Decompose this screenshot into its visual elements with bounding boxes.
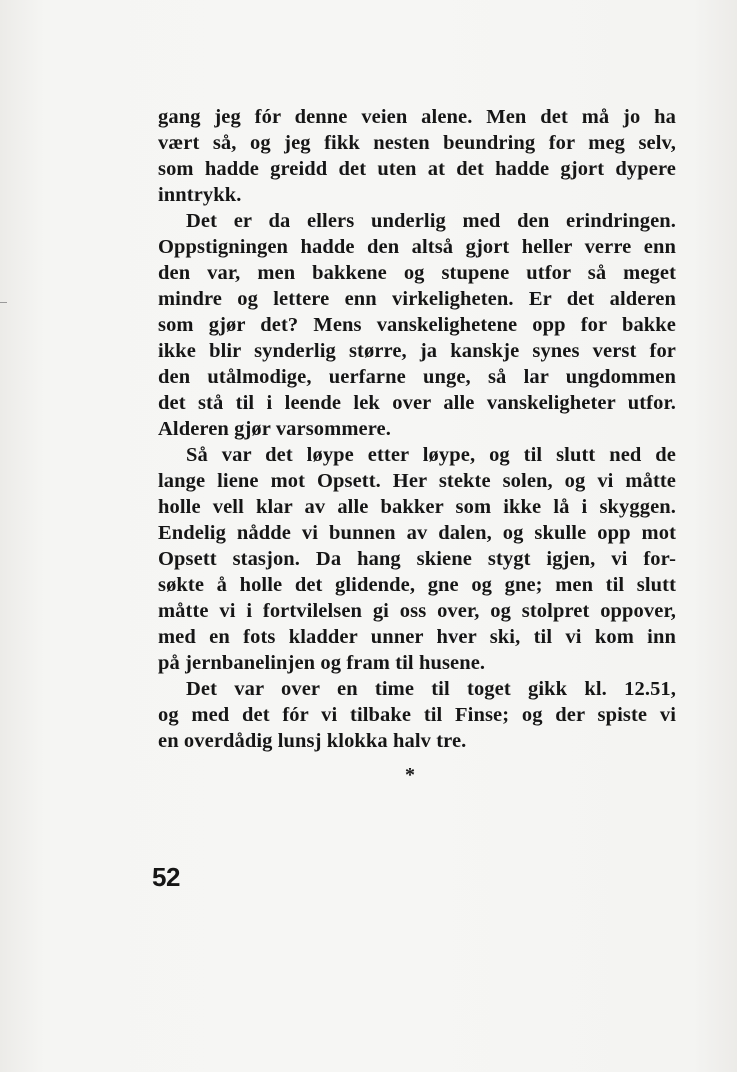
text-line: Det var over en time til toget gikk kl. 12.51, — [186, 678, 676, 700]
text-line: som gjør det? Mens vanskelighetene opp for bakke — [158, 314, 676, 336]
text-line: holle vell klar av alle bakker som ikke lå i skyggen. — [158, 496, 676, 518]
text-line: lange liene mot Opsett. Her stekte solen, og vi måtte — [158, 470, 676, 492]
page-number: 52 — [152, 862, 180, 892]
text-line: Så var det løype etter løype, og til slutt ned de — [186, 444, 676, 466]
text-line: vært så, og jeg fikk nesten beundring for meg selv, — [158, 132, 676, 154]
text-line: Endelig nådde vi bunnen av dalen, og skulle opp mot — [158, 522, 676, 544]
text-line: på jernbanelinjen og fram til husene. — [158, 652, 486, 674]
text-line: Oppstigningen hadde den altså gjort heller verre enn — [158, 236, 676, 258]
text-line: Alderen gjør varsommere. — [158, 418, 391, 440]
text-line: den utålmodige, uerfarne unge, så lar ungdommen — [158, 366, 676, 388]
text-line: en overdådig lunsj klokka halv tre. — [158, 730, 467, 752]
section-break-asterisk: * — [405, 764, 415, 786]
text-line: med en fots kladder unner hver ski, til vi kom inn — [158, 626, 676, 648]
text-line: måtte vi i fortvilelsen gi oss over, og stolpret oppover, — [158, 600, 676, 622]
text-line: som hadde greidd det uten at det hadde gjort dypere — [158, 158, 676, 180]
text-line: søkte å holle det glidende, gne og gne; men til slutt — [158, 574, 676, 596]
text-line: Det er da ellers underlig med den erindringen. — [186, 210, 676, 232]
text-line: det stå til i leende lek over alle vanskeligheter utfor. — [158, 392, 676, 414]
margin-mark — [0, 302, 7, 303]
text-line: mindre og lettere enn virkeligheten. Er det alderen — [158, 288, 676, 310]
body-text — [158, 104, 676, 754]
text-line: ikke blir synderlig større, ja kanskje synes verst for — [158, 340, 676, 362]
text-line: den var, men bakkene og stupene utfor så meget — [158, 262, 676, 284]
text-line: inntrykk. — [158, 184, 242, 206]
text-line: og med det fór vi tilbake til Finse; og der spiste vi — [158, 704, 676, 726]
text-line: gang jeg fór denne veien alene. Men det må jo ha — [158, 106, 676, 128]
text-line: Opsett stasjon. Da hang skiene stygt igjen, vi for- — [158, 548, 676, 570]
